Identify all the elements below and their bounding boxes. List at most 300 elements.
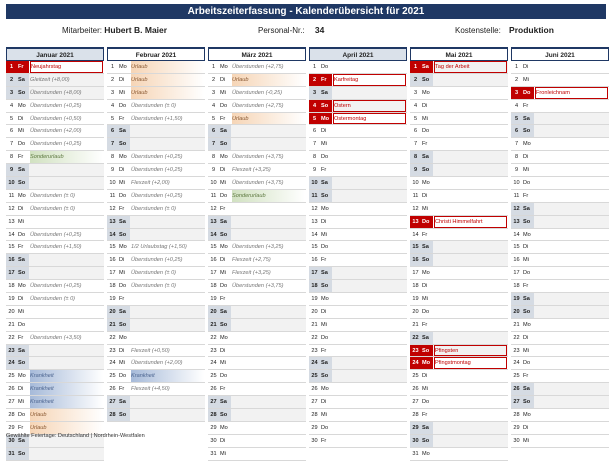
day-row[interactable] [107,177,205,190]
day-row[interactable] [6,177,104,190]
weekday: Mi [220,89,226,96]
day-row[interactable] [107,370,205,383]
weekday: Di [220,347,226,354]
day-row[interactable] [309,254,407,267]
day-row[interactable] [6,151,104,164]
day-row[interactable] [208,87,306,100]
day-note: Flexzeit (+2,00) [131,180,170,187]
day-row[interactable] [410,74,508,87]
day-row[interactable] [309,138,407,151]
month-header[interactable]: April 2021 [309,47,407,61]
day-number: 3 [211,89,216,96]
day-row[interactable] [208,332,306,345]
day-row[interactable] [511,370,609,383]
day-row[interactable] [208,357,306,370]
day-row[interactable] [410,241,508,254]
day-row[interactable] [6,267,104,280]
day-row[interactable] [511,113,609,126]
day-note: Flexzeit (+0,50) [131,347,170,354]
weekday: Sa [219,396,231,408]
day-row[interactable] [107,345,205,358]
day-row[interactable] [107,280,205,293]
day-row[interactable] [107,74,205,87]
day-row[interactable] [208,177,306,190]
day-row[interactable] [208,241,306,254]
day-row[interactable] [410,422,508,435]
day-row[interactable] [6,409,104,422]
weekday: Fr [321,347,327,354]
day-row[interactable] [309,100,407,113]
day-row[interactable] [511,267,609,280]
day-row[interactable] [107,396,205,409]
day-row[interactable] [309,241,407,254]
day-row[interactable] [410,203,508,216]
weekday: So [320,280,332,292]
day-row[interactable] [107,254,205,267]
weekday: So [320,100,332,112]
day-row[interactable] [410,254,508,267]
month-column [107,47,205,422]
day-row[interactable] [511,138,609,151]
day-row[interactable] [6,254,104,267]
employee-name: Hubert B. Maier [104,25,168,35]
day-row[interactable] [309,113,407,126]
day-row[interactable] [6,87,104,100]
day-number: 11 [309,190,320,202]
day-row[interactable] [107,100,205,113]
day-row[interactable] [309,164,407,177]
day-number: 15 [513,244,520,251]
day-row[interactable] [511,409,609,422]
day-row[interactable] [511,241,609,254]
day-row[interactable] [107,306,205,319]
weekday: Mi [321,412,327,419]
day-row[interactable] [107,409,205,422]
day-row[interactable] [107,164,205,177]
weekday: Do [422,308,430,315]
day-row[interactable] [309,409,407,422]
day-number: 21 [107,319,118,331]
day-number: 27 [412,399,419,406]
day-row[interactable] [6,203,104,216]
day-row[interactable] [6,61,104,74]
day-number: 21 [412,321,419,328]
day-row[interactable] [511,306,609,319]
month-header[interactable]: Juni 2021 [511,47,609,61]
weekday: So [421,74,433,86]
day-row[interactable] [107,203,205,216]
day-note: Krankheit [30,370,103,382]
day-row[interactable] [410,370,508,383]
weekday: Fr [321,257,327,264]
day-row[interactable] [511,422,609,435]
weekday: Di [523,334,529,341]
weekday: Fr [220,115,226,122]
day-number: 14 [412,231,419,238]
weekday: Mo [422,450,430,457]
day-row[interactable] [511,164,609,177]
day-row[interactable] [107,87,205,100]
day-row[interactable] [6,216,104,229]
day-row[interactable] [309,61,407,74]
day-row[interactable] [107,61,205,74]
day-row[interactable] [410,61,508,74]
day-number: 17 [210,270,217,277]
day-row[interactable] [6,345,104,358]
day-row[interactable] [208,422,306,435]
day-row[interactable] [107,267,205,280]
weekday: Di [523,244,529,251]
day-number: 7 [413,141,418,148]
holiday-label: Neujahrstag [30,61,103,73]
day-number: 3 [110,89,115,96]
day-row[interactable] [410,190,508,203]
day-row[interactable] [208,100,306,113]
weekday: Fr [18,424,24,431]
day-number: 18 [309,280,320,292]
day-row[interactable] [309,306,407,319]
day-row[interactable] [309,345,407,358]
day-row[interactable] [309,396,407,409]
day-note: Gleitzeit (+8,00) [30,76,70,83]
weekday: Mo [220,334,228,341]
day-row[interactable] [208,396,306,409]
day-row[interactable] [511,332,609,345]
day-row[interactable] [309,332,407,345]
day-row[interactable] [309,216,407,229]
day-number: 2 [309,74,320,86]
day-row[interactable] [309,293,407,306]
day-row[interactable] [6,306,104,319]
day-row[interactable] [309,319,407,332]
day-row[interactable] [6,293,104,306]
day-row[interactable] [511,100,609,113]
day-row[interactable] [410,216,508,229]
day-row[interactable] [410,383,508,396]
day-row[interactable] [511,383,609,396]
day-row[interactable] [208,190,306,203]
weekday: Mo [220,64,228,70]
day-row[interactable] [107,332,205,345]
day-row[interactable] [511,319,609,332]
day-row[interactable] [6,357,104,370]
day-note: Urlaub [30,409,103,421]
day-row[interactable] [511,357,609,370]
day-number: 7 [514,141,519,148]
day-note: Überstunden (± 0) [131,283,177,290]
day-row[interactable] [6,229,104,242]
day-row[interactable] [309,422,407,435]
day-row[interactable] [511,151,609,164]
weekday: Di [321,308,327,315]
day-row[interactable] [107,216,205,229]
weekday: Sa [320,267,332,279]
day-row[interactable] [107,113,205,126]
day-row[interactable] [511,280,609,293]
day-number: 5 [110,115,115,122]
day-row[interactable] [208,435,306,448]
day-row[interactable] [511,396,609,409]
day-number: 4 [514,102,519,109]
day-row[interactable] [6,100,104,113]
day-row[interactable] [208,61,306,74]
day-number: 4 [211,102,216,109]
day-row[interactable] [107,190,205,203]
day-row[interactable] [208,74,306,87]
day-row[interactable] [6,383,104,396]
day-row[interactable] [511,293,609,306]
day-row[interactable] [6,319,104,332]
day-note: Flexzeit (+3,25) [232,270,271,277]
day-row[interactable] [410,293,508,306]
day-row[interactable] [6,396,104,409]
weekday: Di [119,76,125,83]
day-number: 31 [210,450,217,457]
day-row[interactable] [107,125,205,138]
day-row[interactable] [511,435,609,448]
day-row[interactable] [309,357,407,370]
day-note: Flexzeit (+4,50) [131,386,170,393]
day-row[interactable] [107,293,205,306]
day-number: 22 [210,334,217,341]
weekday: Mo [220,154,228,161]
weekday: Sa [17,164,29,176]
day-row[interactable] [107,151,205,164]
day-row[interactable] [410,409,508,422]
weekday: Fr [119,115,125,122]
day-number: 31 [412,450,419,457]
day-row[interactable] [410,319,508,332]
day-row[interactable] [511,87,609,100]
day-note: Überstunden (± 0) [131,270,177,277]
day-row[interactable] [309,383,407,396]
month-header[interactable]: Mai 2021 [410,47,508,61]
day-row[interactable] [107,357,205,370]
day-row[interactable] [511,74,609,87]
day-number: 10 [210,180,217,187]
day-number: 2 [514,76,519,83]
day-row[interactable] [208,280,306,293]
day-row[interactable] [107,229,205,242]
day-row[interactable] [208,138,306,151]
weekday: Sa [219,125,231,137]
weekday: So [522,125,534,137]
day-row[interactable] [410,177,508,190]
day-row[interactable] [410,100,508,113]
day-number: 26 [8,386,15,393]
day-note: Krankheit [30,383,103,395]
day-number: 19 [109,296,116,303]
day-row[interactable] [6,113,104,126]
day-number: 14 [8,231,15,238]
day-row[interactable] [6,74,104,87]
day-row[interactable] [6,138,104,151]
day-number: 19 [210,296,217,303]
day-row[interactable] [410,164,508,177]
day-number: 10 [109,180,116,187]
employee-label: Mitarbeiter: [62,26,103,35]
weekday: Sa [219,306,231,318]
day-row[interactable] [208,164,306,177]
month-header[interactable]: Januar 2021 [6,47,104,61]
day-row[interactable] [6,241,104,254]
day-number: 15 [410,241,421,253]
day-row[interactable] [309,74,407,87]
day-number: 9 [110,167,115,174]
day-row[interactable] [208,125,306,138]
weekday: Mo [119,334,127,341]
day-row[interactable] [410,151,508,164]
weekday: So [522,396,534,408]
day-note: Urlaub [232,74,305,86]
day-row[interactable] [309,435,407,448]
day-number: 25 [8,373,15,380]
day-row[interactable] [208,216,306,229]
day-row[interactable] [107,138,205,151]
day-note: Überstunden (+8,00) [30,89,82,96]
day-row[interactable] [6,190,104,203]
day-number: 9 [312,167,317,174]
weekday: Do [321,154,329,161]
day-row[interactable] [410,113,508,126]
day-row[interactable] [309,229,407,242]
day-row[interactable] [208,370,306,383]
day-number: 20 [412,308,419,315]
day-row[interactable] [208,113,306,126]
day-row[interactable] [208,203,306,216]
day-row[interactable] [410,345,508,358]
day-row[interactable] [309,203,407,216]
day-row[interactable] [208,151,306,164]
day-row[interactable] [511,190,609,203]
day-number: 27 [311,399,318,406]
day-row[interactable] [410,357,508,370]
weekday: Sa [421,332,433,344]
day-row[interactable] [208,345,306,358]
day-row[interactable] [410,280,508,293]
day-row[interactable] [6,280,104,293]
weekday: Di [18,115,24,122]
weekday: Do [119,373,127,380]
day-row[interactable] [208,229,306,242]
day-row[interactable] [511,61,609,74]
weekday: Mi [422,115,428,122]
weekday: Mo [523,141,531,148]
weekday: Fr [119,296,125,303]
holiday-label: Christi Himmelfahrt [434,216,507,228]
day-number: 7 [312,141,317,148]
day-row[interactable] [410,138,508,151]
day-row[interactable] [309,151,407,164]
day-number: 2 [211,76,216,83]
day-row[interactable] [107,319,205,332]
day-row[interactable] [6,370,104,383]
day-number: 5 [511,113,522,125]
day-row[interactable] [511,203,609,216]
day-row[interactable] [410,87,508,100]
day-number: 6 [9,128,14,135]
day-row[interactable] [208,267,306,280]
day-row[interactable] [410,306,508,319]
day-row[interactable] [309,370,407,383]
day-row[interactable] [410,332,508,345]
day-row[interactable] [6,125,104,138]
day-row[interactable] [410,125,508,138]
day-row[interactable] [6,164,104,177]
personnel-number: 34 [314,25,325,35]
day-number: 12 [511,203,522,215]
day-row[interactable] [309,177,407,190]
day-number: 26 [511,383,522,395]
month-column [410,47,508,461]
day-row[interactable] [511,254,609,267]
day-row[interactable] [208,319,306,332]
weekday: Fr [220,205,226,212]
holiday-label: Karfreitag [333,74,406,86]
day-row[interactable] [410,435,508,448]
day-row[interactable] [208,254,306,267]
weekday: So [421,164,433,176]
weekday: Mo [422,89,430,96]
day-row[interactable] [107,383,205,396]
day-row[interactable] [511,177,609,190]
day-row[interactable] [309,280,407,293]
day-row[interactable] [107,241,205,254]
weekday: Di [523,154,529,161]
day-row[interactable] [410,396,508,409]
day-row[interactable] [511,216,609,229]
day-number: 8 [312,154,317,161]
day-number: 28 [311,412,318,419]
day-row[interactable] [410,229,508,242]
day-number: 30 [311,437,318,444]
day-row[interactable] [208,293,306,306]
weekday: Do [18,141,26,148]
day-row[interactable] [511,125,609,138]
day-number: 21 [513,321,520,328]
day-number: 10 [513,180,520,187]
day-number: 5 [413,115,418,122]
day-row[interactable] [309,190,407,203]
day-number: 16 [410,254,421,266]
weekday: Sa [320,357,332,369]
day-number: 29 [410,422,421,434]
day-row[interactable] [208,383,306,396]
weekday: So [219,138,231,150]
day-row[interactable] [6,332,104,345]
day-number: 19 [8,296,15,303]
day-row[interactable] [511,345,609,358]
day-number: 23 [410,345,421,357]
day-row[interactable] [511,229,609,242]
day-note: Überstunden (+1,50) [30,244,82,251]
day-row[interactable] [208,409,306,422]
day-row[interactable] [208,306,306,319]
weekday: Mo [422,270,430,277]
day-row[interactable] [309,87,407,100]
month-header[interactable]: Februar 2021 [107,47,205,61]
day-row[interactable] [309,267,407,280]
day-row[interactable] [309,125,407,138]
day-number: 9 [514,167,519,174]
weekday: Sa [17,345,29,357]
weekday: Sa [17,435,29,447]
weekday: Mo [119,244,127,251]
weekday: So [421,345,433,357]
day-row[interactable] [410,267,508,280]
weekday: So [320,370,332,382]
month-header[interactable]: März 2021 [208,47,306,61]
